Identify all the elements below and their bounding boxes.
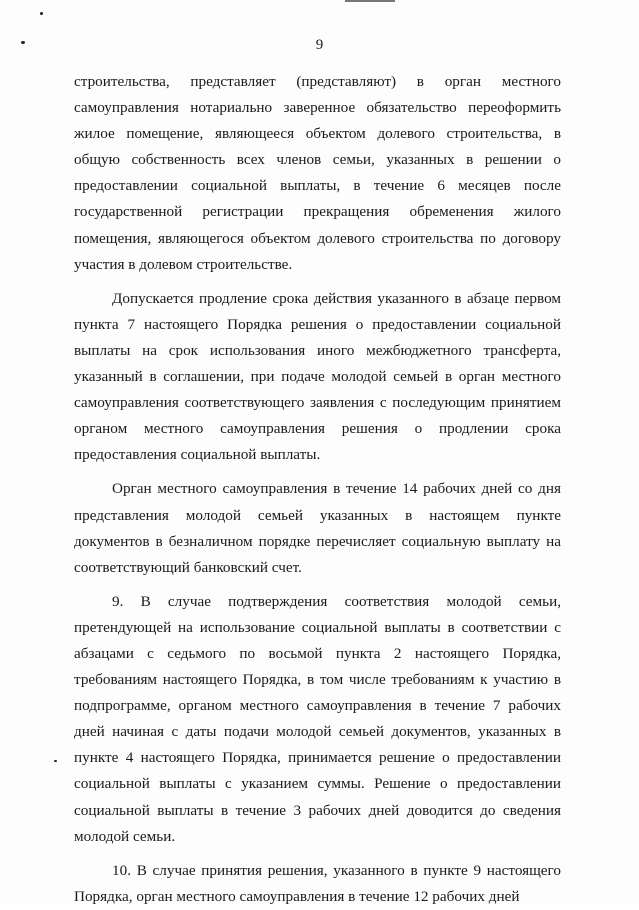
scan-edge-mark [345,0,395,2]
scan-speck [40,12,43,15]
page-number: 9 [315,37,324,53]
paragraph-clause-10: 10. В случае принятия решения, указанного в пункте 9 настоящего Порядка, орган местного самоуправления в течение 12 рабочих дней [74,861,561,905]
paragraph-clause-9: 9. В случае подтверждения соответствия молодой семьи, претендующей на использование социальной выплаты в соответствии с абзацами с седьмого по восьмой пункта 2 настоящего Порядка, требованиям настоящего Порядка, в том числе требованиям к участию в подпрограмме, органом местного самоуправления в течение 7 рабочих дней начиная с даты подачи молодой семьей документов, указанных в пункте 4 настоящего Порядка, принимается решение о предоставлении социальной выплаты с указанием суммы. Решение о предоставлении социальной выплаты в течение 3 рабочих дней доводится до сведения молодой семьи. [74,592,561,845]
paragraph-payment-transfer: Орган местного самоуправления в течение 14 рабочих дней со дня представления молодой семьей указанных в настоящем пункте документов в безналичном порядке перечисляет социальную выплату на соответствующий банковский счет. [74,480,561,576]
scan-speck [54,760,57,762]
document-body [74,69,561,910]
paragraph-continuation: строительства, представляет (представляют) в орган местного самоуправления нотариально заверенное обязательство переоформить жилое помещение, являющееся объектом долевого строительства, в общую собственность всех членов семьи, указанных в решении о предоставлении социальной выплаты, в течение 6 месяцев после государственной регистрации прекращения обременения жилого помещения, являющегося объектом долевого строительства по договору участия в долевом строительстве. [74,73,561,273]
paragraph-extension: Допускается продление срока действия указанного в абзаце первом пункта 7 настоящего Порядка решения о предоставлении социальной выплаты на срок использования иного межбюджетного трансферта, указанный в соглашении, при подаче молодой семьей в орган местного самоуправления соответствующего заявления с последующим принятием органом местного самоуправления решения о продлении срока предоставления социальной выплаты. [74,289,561,464]
